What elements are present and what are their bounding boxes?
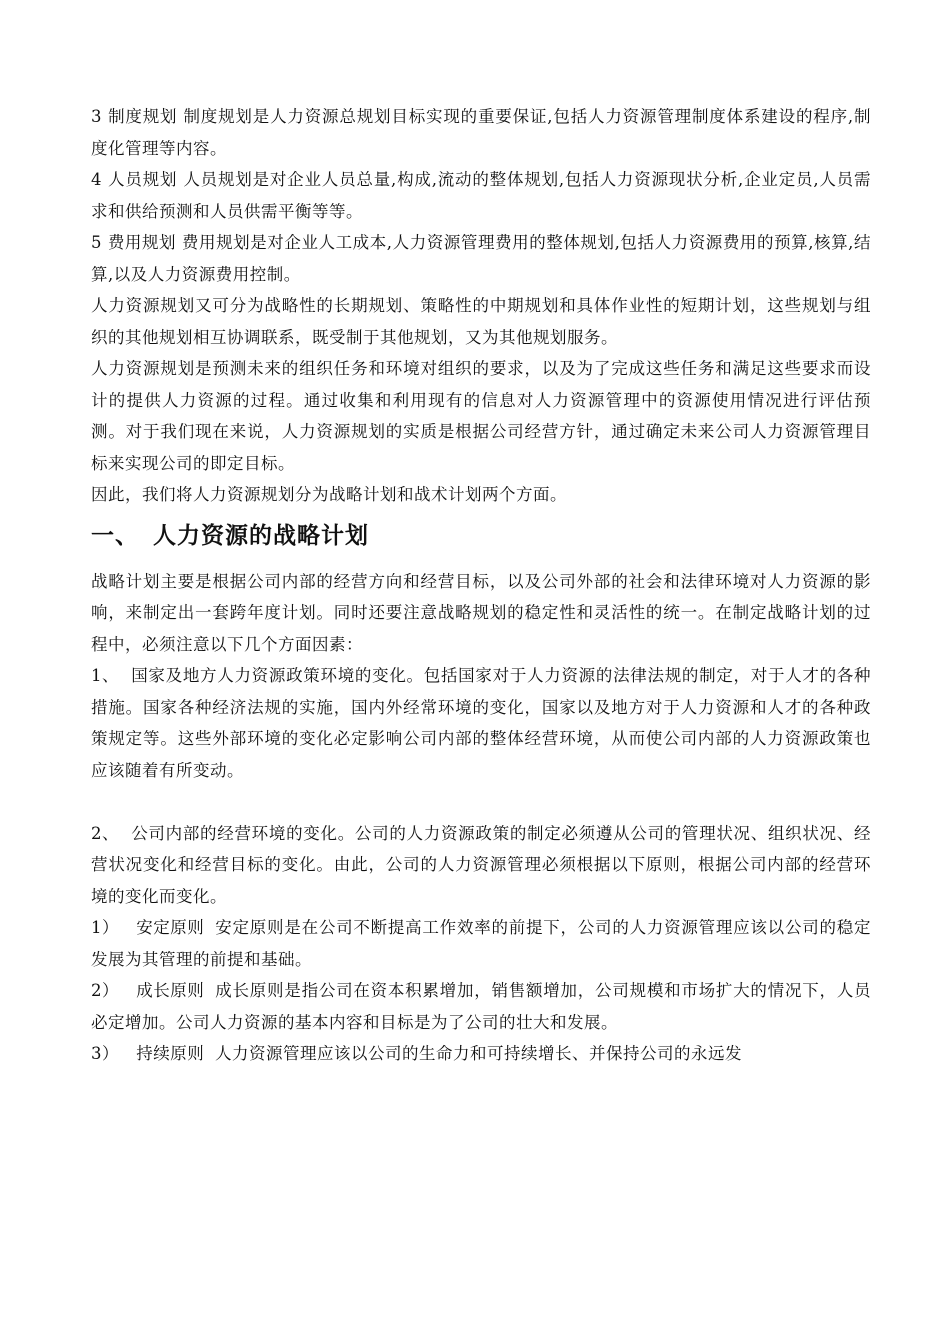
paragraph-planning-definition: 人力资源规划是预测未来的组织任务和环境对组织的要求，以及为了完成这些任务和满足这些要求而设计的提供人力资源的过程。通过收集和利用现有的信息对人力资源管理中的资源使用情况进行评估预测。对于我们现在来说，人力资源规划的实质是根据公司经营方针，通过确定未来公司人力资源管理目标来实现公司的即定目标。 [91, 359, 871, 473]
paragraph-planning-types: 人力资源规划又可分为战略性的长期规划、策略性的中期规划和具体作业性的短期计划，这些规划与组织的其他规划相互协调联系，既受制于其他规划，又为其他规划服务。 [91, 296, 871, 347]
principle-name: 成长原则 [136, 981, 205, 1000]
factor-number: 2、 [91, 823, 119, 843]
principle-text: 人力资源管理应该以公司的生命力和可持续增长、并保持公司的永远发 [215, 1044, 742, 1063]
paragraph-strategy-intro: 战略计划主要是根据公司内部的经营方向和经营目标，以及公司外部的社会和法律环境对人力资源的影响，来制定出一套跨年度计划。同时还要注意战略规划的稳定性和灵活性的统一。在制定战略计划的过程中，必须注意以下几个方面因素： [91, 571, 871, 654]
principle-item [91, 912, 871, 975]
principle-number-text: 1） [91, 918, 119, 937]
factor-number: 1、 [91, 666, 119, 685]
principle-number-text: 2） [91, 981, 119, 1000]
factor-item [91, 818, 871, 913]
principle-name: 安定原则 [136, 918, 205, 937]
principle-number-text: 3） [91, 1044, 119, 1063]
principle-number [91, 912, 215, 944]
section-heading [91, 521, 871, 551]
principle-number [91, 975, 215, 1007]
factor-item [91, 660, 871, 786]
principle-item [91, 1038, 871, 1070]
blank-line [91, 786, 871, 818]
principle-text: 成长原则是指公司在资本积累增加，销售额增加，公司规模和市场扩大的情况下，人员必定增加。公司人力资源的基本内容和目标是为了公司的壮大和发展。 [91, 981, 871, 1032]
paragraph-institution-planning: 3 制度规划 制度规划是人力资源总规划目标实现的重要保证,包括人力资源管理制度体系建设的程序,制度化管理等内容。 [91, 107, 871, 158]
factor-text: 公司内部的经营环境的变化。公司的人力资源政策的制定必须遵从公司的管理状况、组织状况、经营状况变化和经营目标的变化。由此，公司的人力资源管理必须根据以下原则，根据公司内部的经营环境的变化而变化。 [91, 823, 871, 906]
paragraph-planning-split: 因此，我们将人力资源规划分为战略计划和战术计划两个方面。 [91, 485, 567, 504]
principle-name: 持续原则 [136, 1044, 205, 1063]
section-title: 人力资源的战略计划 [153, 522, 369, 549]
section-number: 一、 [91, 522, 139, 549]
principle-item [91, 975, 871, 1038]
factor-text: 国家及地方人力资源政策环境的变化。包括国家对于人力资源的法律法规的制定，对于人才的各种措施。国家各种经济法规的实施，国内外经常环境的变化，国家以及地方对于人力资源和人才的各种政策规定等。这些外部环境的变化必定影响公司内部的整体经营环境，从而使公司内部的人力资源政策也应该随着有所变动。 [91, 666, 871, 780]
paragraph-cost-planning: 5 费用规划 费用规划是对企业人工成本,人力资源管理费用的整体规划,包括人力资源费用的预算,核算,结算,以及人力资源费用控制。 [91, 233, 871, 284]
principle-text: 安定原则是在公司不断提高工作效率的前提下，公司的人力资源管理应该以公司的稳定发展为其管理的前提和基础。 [91, 918, 871, 969]
principle-number [91, 1038, 215, 1070]
paragraph-personnel-planning: 4 人员规划 人员规划是对企业人员总量,构成,流动的整体规划,包括人力资源现状分析,企业定员,人员需求和供给预测和人员供需平衡等等。 [91, 170, 871, 221]
document-page [91, 101, 871, 1070]
